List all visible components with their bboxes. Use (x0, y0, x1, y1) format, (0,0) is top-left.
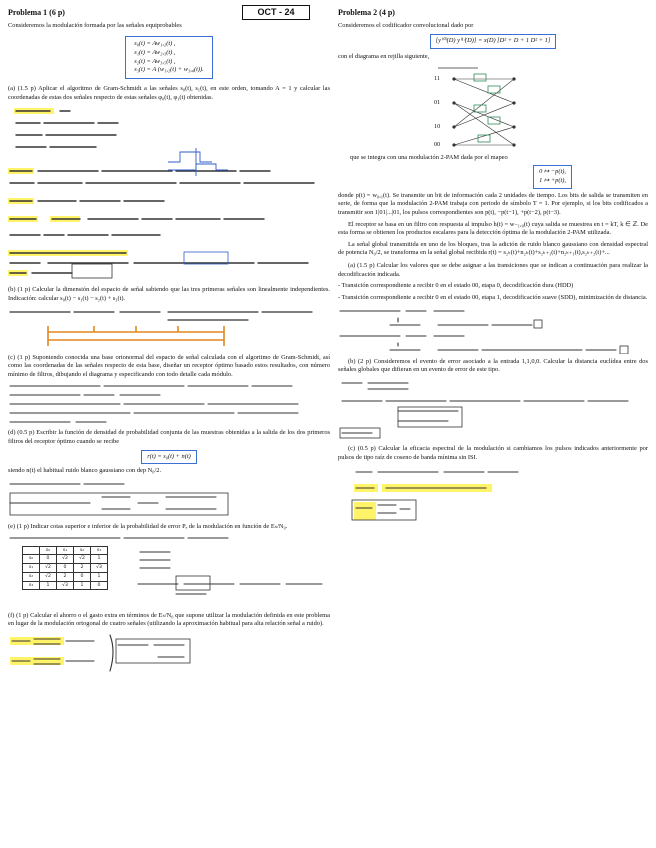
boxed-result (398, 407, 462, 427)
table-cell: s₁ (23, 564, 40, 573)
p1-part-c: (c) (1 p) Suponiendo conocida una base ortonormal del espacio de señal calculada con el algoritmo de Gram-Schmidt, así como las coordenadas de las señales respecto de esta base, diseñar un receptor óptimo basado estos resultados, con número mínimo de filtros, dibujando el diagrama y especificando con todo detalle cada módulo. (8, 353, 330, 378)
boxed-result (176, 576, 210, 590)
p1b-handwritten-sketch (8, 306, 330, 350)
exam-date-stamp: OCT - 24 (242, 5, 310, 20)
p1d-handwritten-sketch (8, 479, 330, 519)
p1e-handwritten-line (8, 534, 330, 542)
problem-2-intro: Consideremos el codificador convolucional dado por (338, 21, 474, 29)
table-cell: s₀ (23, 555, 40, 564)
table-cell: √2 (40, 564, 57, 573)
table-cell: 2 (74, 564, 91, 573)
boxed-result (10, 493, 228, 515)
p1b-handwritten-solution (8, 306, 330, 350)
problem-1-intro: Consideremos la modulación formada por las señales equiprobables (8, 21, 182, 29)
table-cell: √2 (40, 572, 57, 581)
p2-part-b: (b) (2 p) Consideremos el evento de error asociado a la entrada 1,1,0,0. Calcular la distancia euclídea entre dos señales globales que difieran en un evento de error de este tipo. (338, 357, 648, 374)
table-cell: 1 (40, 581, 57, 590)
p1-part-d-noise: siendo n(t) el habitual ruido blanco gaussiano con dep N₀/2. (8, 467, 162, 475)
table-cell: 1 (91, 572, 108, 581)
signal-s1: s₁(t) = Aw₂,₃(t) , (134, 49, 176, 57)
p1d-handwritten-solution (8, 479, 330, 519)
map-zero: 0 ↦ −p(t), (539, 168, 566, 176)
p1-part-a: (a) (1.5 p) Aplicar el algoritmo de Gram-Schmidt a las señales s₀(t), s₁(t), en este orden, tomando A = 1 y calcular las coordenadas de estas dos señales respecto de estas señales φ₀(t), φ₁(t) obtenidas. (8, 85, 330, 101)
p2-body-1: donde p(t) = w₀,₁(t). Se transmite un bit de información cada 2 unidades de tiempo. Los bits de salida se transmiten en serie, de forma que la modulación 2-PAM trabaja con periodo de símbolo T = 1. Por ejemplo, si los bits codificados a transmitir son 1|01|...|01, los pulsos correspondientes son p(t), −p(t−1), +p(t−2), p(t−3). (338, 191, 648, 216)
trellis-caption: con el diagrama en rejilla siguiente, (338, 53, 430, 61)
table-cell: √2 (57, 555, 74, 564)
modulation-caption: que se integra con una modulación 2-PAM dada por el mapeo (350, 153, 508, 161)
p1a-handwritten-solution (8, 104, 330, 282)
state-10: 10 (434, 122, 441, 130)
p2-part-a-item-2: - Transición correspondiente a recibir 0 en el estado 00, etapa 1, decodificación suave (SDD), minimización de distancia. (338, 294, 648, 302)
pam-mapping-box (533, 165, 572, 188)
p2b-handwritten-solution (338, 377, 648, 441)
table-cell: √2 (74, 555, 91, 564)
highlight-mark (354, 502, 376, 520)
table-cell: 0 (74, 572, 91, 581)
boxed-result (620, 346, 628, 354)
problem-2-column (338, 0, 648, 524)
p2-part-a-item-1: - Transición correspondiente a recibir 0 en el estado 00, etapa 0, decodificación dura (HDD) (338, 282, 574, 290)
table-cell: 1 (74, 581, 91, 590)
table-cell: 1 (91, 555, 108, 564)
generator-equation: [y⁽⁰⁾(D) y⁽¹⁾(D)] = x(D) [D² + D + 1 D² + 1] (430, 34, 557, 49)
p1f-handwritten-sketch (8, 631, 330, 675)
problem-1-title: Problema 1 (6 p) (8, 8, 65, 17)
trellis-diagram (338, 65, 648, 151)
boxed-result (116, 639, 190, 663)
p1e-handwritten-solution (8, 534, 330, 608)
boxed-result (534, 320, 542, 328)
table-cell: 0 (40, 555, 57, 564)
problem-2-title: Problema 2 (4 p) (338, 8, 395, 17)
p2c-handwritten-solution (338, 464, 648, 524)
p2-part-a: (a) (1.5 p) Calcular los valores que se debe asignar a las transiciones que se indican a continuación para realizar la decodificación indicada. (338, 262, 648, 278)
p1a-handwritten-sketch (8, 104, 330, 282)
table-cell: √3 (91, 564, 108, 573)
p2c-handwritten-sketch (338, 464, 648, 524)
p2-part-c: (c) (0.5 p) Calcular la eficacia espectral de la modulación si cambiamos los pulsos indicados anteriormente por pulsos de tipo raíz de coseno de banda mínima sin ISI. (338, 444, 648, 461)
state-01: 01 (434, 98, 441, 106)
signal-s3: s₃(t) = A (w₁,₂(t) + w₃,₄(t)). (134, 66, 204, 74)
signal-s0: s₀(t) = Aw₁,₂(t) , (134, 40, 176, 48)
table-cell: s₃ (23, 581, 40, 590)
table-header-cell: s₂ (74, 546, 91, 555)
signal-s2: s₂(t) = Aw₃,₅(t) , (134, 57, 176, 65)
timeline-sketch (48, 326, 224, 346)
boxed-result (72, 264, 112, 278)
p1-part-b: (b) (1 p) Calcular la dimensión del espacio de señal sabiendo que las tres primeras señales son linealmente independientes. Indicación: calcular s₀(t) − s₁(t) − s₂(t) + s₃(t). (8, 286, 330, 302)
table-row (23, 564, 108, 573)
p2-body-3: La señal global transmitida en uno de los bloques, tras la adición de ruido blanco gaussiano con densidad espectral de potencia N₀/2, se transforma en la señal global recibida r(t) = s₂ₖ(t)+n₂ₖ(t)+s₂ₖ₊₁(t)+n₂ₖ₊₁(t),s₂ₖ₊₂(t)+... (338, 240, 648, 257)
p1-part-d: (d) (0.5 p) Escribir la función de densidad de probabilidad conjunta de las muestras obtenidas a la salida de los dos primeros filtros del receptor óptimo cuando se recibe (8, 429, 330, 446)
p1c-handwritten-sketch (8, 381, 330, 425)
map-one: 1 ↦ +p(t), (539, 177, 566, 184)
table-header-cell (23, 546, 40, 555)
table-header-cell: s₃ (91, 546, 108, 555)
table-row (23, 572, 108, 581)
state-00: 00 (434, 140, 441, 148)
table-header-cell: s₁ (57, 546, 74, 555)
pulse-sketch (168, 148, 228, 176)
p1f-handwritten-solution (8, 631, 330, 675)
table-cell: √3 (57, 581, 74, 590)
table-cell: 0 (91, 581, 108, 590)
table-header-cell: s₀ (40, 546, 57, 555)
p2a-handwritten-sketch (338, 306, 648, 354)
problem-1-column (8, 0, 330, 675)
p1-part-f: (f) (1 p) Calcular el ahorro o el gasto extra en términos de Eₛ/N₀ que supone utilizar la modulación definida en este problema en lugar de la modulación ortogonal de cuatro señales (utilizando la aproximación habitual para alta relación señal a ruido). (8, 611, 330, 628)
signal-definitions-box (125, 36, 213, 79)
boxed-result (184, 252, 228, 264)
trellis-svg (338, 65, 648, 151)
table-row (23, 581, 108, 590)
p1-part-e: (e) (1 p) Indicar cotas superior e inferior de la probabilidad de error Pₑ de la modulación en función de Eₛ/N₀. (8, 523, 288, 531)
table-row (23, 555, 108, 564)
p2-body-2: El receptor se basa en un filtro con respuesta al impulso h(t) = w₋₁,₀(t) cuya salida se muestrea en t = kT, k ∈ ℤ. De esta forma se obtienen los productos escalares para la detección óptima de la modulación 2-PAM utilizada. (338, 220, 648, 237)
table-cell: 0 (57, 564, 74, 573)
received-signal-equation: r(t) = s₀(t) + n(t) (141, 450, 197, 465)
table-cell: 2 (57, 572, 74, 581)
p1e-bounds-sketch (136, 546, 326, 606)
state-11: 11 (434, 74, 440, 82)
p2b-handwritten-sketch (338, 377, 648, 441)
distance-table (22, 546, 108, 591)
p2a-handwritten-solution (338, 306, 648, 354)
p1c-handwritten-solution (8, 381, 330, 425)
table-cell: s₂ (23, 572, 40, 581)
